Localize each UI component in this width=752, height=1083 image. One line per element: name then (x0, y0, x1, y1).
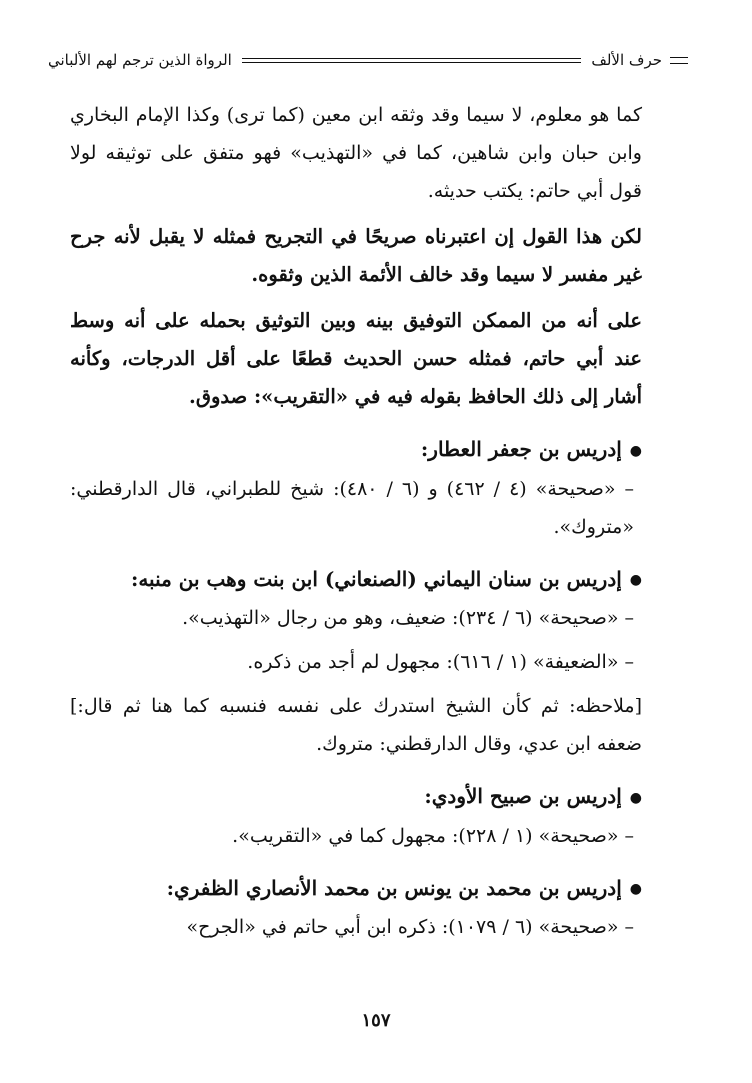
entry-name: إدريس بن جعفر العطار: (420, 437, 622, 461)
editor-note: [ملاحظه: ثم كأن الشيخ استدرك على نفسه فنسبه كما هنا ثم قال:] ضعفه ابن عدي، وقال الدارقطني: متروك. (70, 695, 642, 755)
entry-item: – «صحيحة» (٦ / ١٠٧٩): ذكره ابن أبي حاتم في «الجرح» (186, 916, 634, 938)
paragraph-3: على أنه من الممكن التوفيق بينه وبين التوثيق بحمله على أنه وسط عند أبي حاتم، فمثله حسن الحديث قطعًا على أقل الدرجات، وكأنه أشار إلى ذلك الحافظ بقوله فيه في «التقريب»: صدوق. (70, 309, 642, 408)
entry-heading (70, 777, 642, 817)
page-body (70, 96, 642, 946)
entry-item: – «صحيحة» (١ / ٢٢٨): مجهول كما في «التقريب». (232, 824, 634, 847)
entry-name: إدريس بن صبيح الأودي: (424, 784, 622, 808)
header-title: الرواة الذين ترجم لهم الألباني (48, 51, 232, 69)
entry-item: – «الضعيفة» (١ / ٦١٦): مجهول لم أجد من ذكره. (247, 651, 634, 673)
bullet-icon: ● (629, 881, 642, 897)
entry-heading (70, 869, 642, 909)
running-header (48, 38, 688, 82)
paragraph-2: لكن هذا القول إن اعتبرناه صريحًا في التجريح فمثله لا يقبل لأنه جرح غير مفسر لا سيما وقد خالف الأئمة الذين وثقوه. (70, 225, 642, 286)
bullet-icon: ● (629, 442, 642, 459)
header-section: حرف الألف (591, 51, 662, 69)
entry-heading (70, 560, 642, 600)
entry-item: – «صحيحة» (٤ / ٤٦٢) و (٦ / ٤٨٠): شيخ للطبراني، قال الدارقطني: «متروك». (70, 477, 635, 538)
page-number: ١٥٧ (361, 1010, 391, 1031)
entry-name: إدريس بن سنان اليماني (الصنعاني) ابن بنت وهب بن منبه: (130, 566, 622, 591)
entry-name: إدريس بن محمد بن يونس بن محمد الأنصاري الظفري: (166, 875, 622, 900)
header-rule (242, 58, 582, 63)
bullet-icon: ● (629, 572, 642, 588)
entry-item: – «صحيحة» (٦ / ٢٣٤): ضعيف، وهو من رجال «التهذيب». (182, 607, 634, 629)
entry-heading (70, 430, 642, 470)
paragraph-1: كما هو معلوم، لا سيما وقد وثقه ابن معين (كما ترى) وكذا الإمام البخاري وابن حبان وابن شاهين، كما في «التهذيب» فهو متفق على توثيقه لولا قول أبي حاتم: يكتب حديثه. (70, 104, 642, 202)
header-dash (670, 57, 688, 64)
bullet-icon: ● (629, 789, 642, 806)
